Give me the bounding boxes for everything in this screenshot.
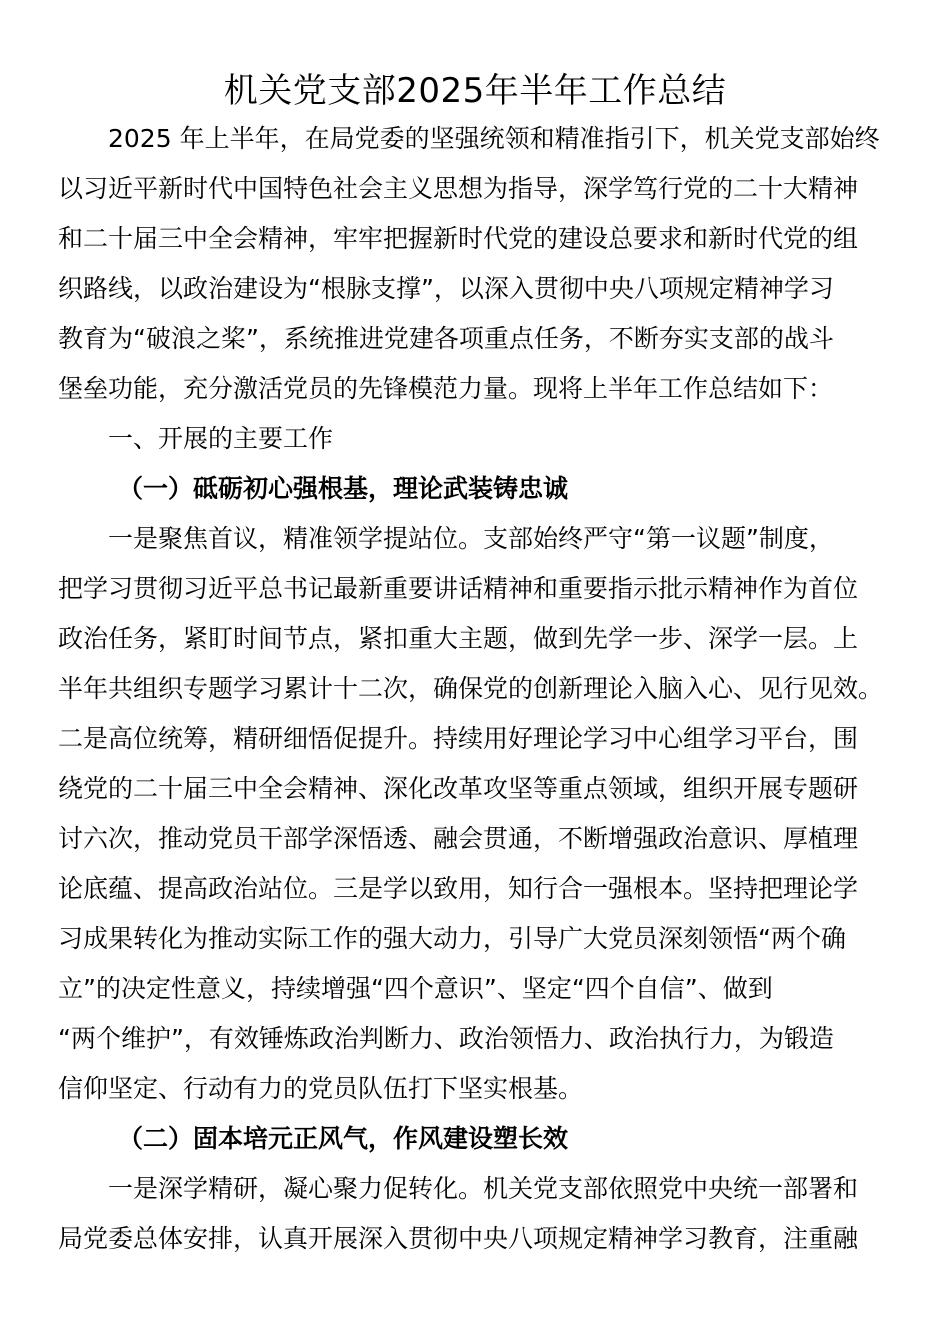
paragraph-line: 论底蕴、提高政治站位。三是学以致用，知行合一强根本。坚持把理论学 bbox=[58, 874, 859, 903]
paragraph-line: 立”的决定性意义，持续增强“四个意识”、坚定“四个自信”、做到 bbox=[58, 974, 773, 1003]
paragraph-line: 一是深学精研，凝心聚力促转化。机关党支部依照党中央统一部署和 bbox=[108, 1174, 859, 1203]
paragraph-line: 堡垒功能，充分激活党员的先锋模范力量。现将上半年工作总结如下： bbox=[58, 374, 834, 403]
paragraph-line: 局党委总体安排，认真开展深入贯彻中央八项规定精神学习教育，注重融 bbox=[58, 1224, 859, 1253]
paragraph-line: 绕党的二十届三中全会精神、深化改革攻坚等重点领域，组织开展专题研 bbox=[58, 774, 859, 803]
paragraph-line: 以习近平新时代中国特色社会主义思想为指导，深学笃行党的二十大精神 bbox=[58, 174, 859, 203]
subsection-heading: （二）固本培元正风气，作风建设塑长效 bbox=[118, 1124, 569, 1153]
paragraph-line: 政治任务，紧盯时间节点，紧扣重大主题，做到先学一步、深学一层。上 bbox=[58, 624, 859, 653]
paragraph-line: 半年共组织专题学习累计十二次，确保党的创新理论入脑入心、见行见效。 bbox=[58, 674, 884, 703]
paragraph-line: 二是高位统筹，精研细悟促提升。持续用好理论学习中心组学习平台，围 bbox=[58, 724, 859, 753]
paragraph-line: 把学习贯彻习近平总书记最新重要讲话精神和重要指示批示精神作为首位 bbox=[58, 574, 859, 603]
paragraph-line: 织路线，以政治建设为“根脉支撑”，以深入贯彻中央八项规定精神学习 bbox=[58, 274, 834, 303]
section-heading: 一、开展的主要工作 bbox=[108, 424, 334, 453]
subsection-heading: （一）砥砺初心强根基，理论武装铸忠诚 bbox=[118, 474, 569, 503]
paragraph-line: 教育为“破浪之桨”，系统推进党建各项重点任务，不断夯实支部的战斗 bbox=[58, 324, 834, 353]
paragraph-line: 讨六次，推动党员干部学深悟透、融会贯通，不断增强政治意识、厚植理 bbox=[58, 824, 859, 853]
paragraph-line: “两个维护”，有效锤炼政治判断力、政治领悟力、政治执行力，为锻造 bbox=[58, 1024, 834, 1053]
paragraph-line: 习成果转化为推动实际工作的强大动力，引导广大党员深刻领悟“两个确 bbox=[58, 924, 846, 953]
document-title: 机关党支部2025年半年工作总结 bbox=[223, 71, 727, 111]
paragraph-line: 和二十届三中全会精神，牢牢把握新时代党的建设总要求和新时代党的组 bbox=[58, 224, 859, 253]
paragraph-line: 2025 年上半年，在局党委的坚强统领和精准指引下，机关党支部始终 bbox=[108, 124, 880, 153]
paragraph-line: 一是聚焦首议，精准领学提站位。支部始终严守“第一议题”制度， bbox=[108, 524, 834, 553]
paragraph-line: 信仰坚定、行动有力的党员队伍打下坚实根基。 bbox=[58, 1074, 584, 1103]
